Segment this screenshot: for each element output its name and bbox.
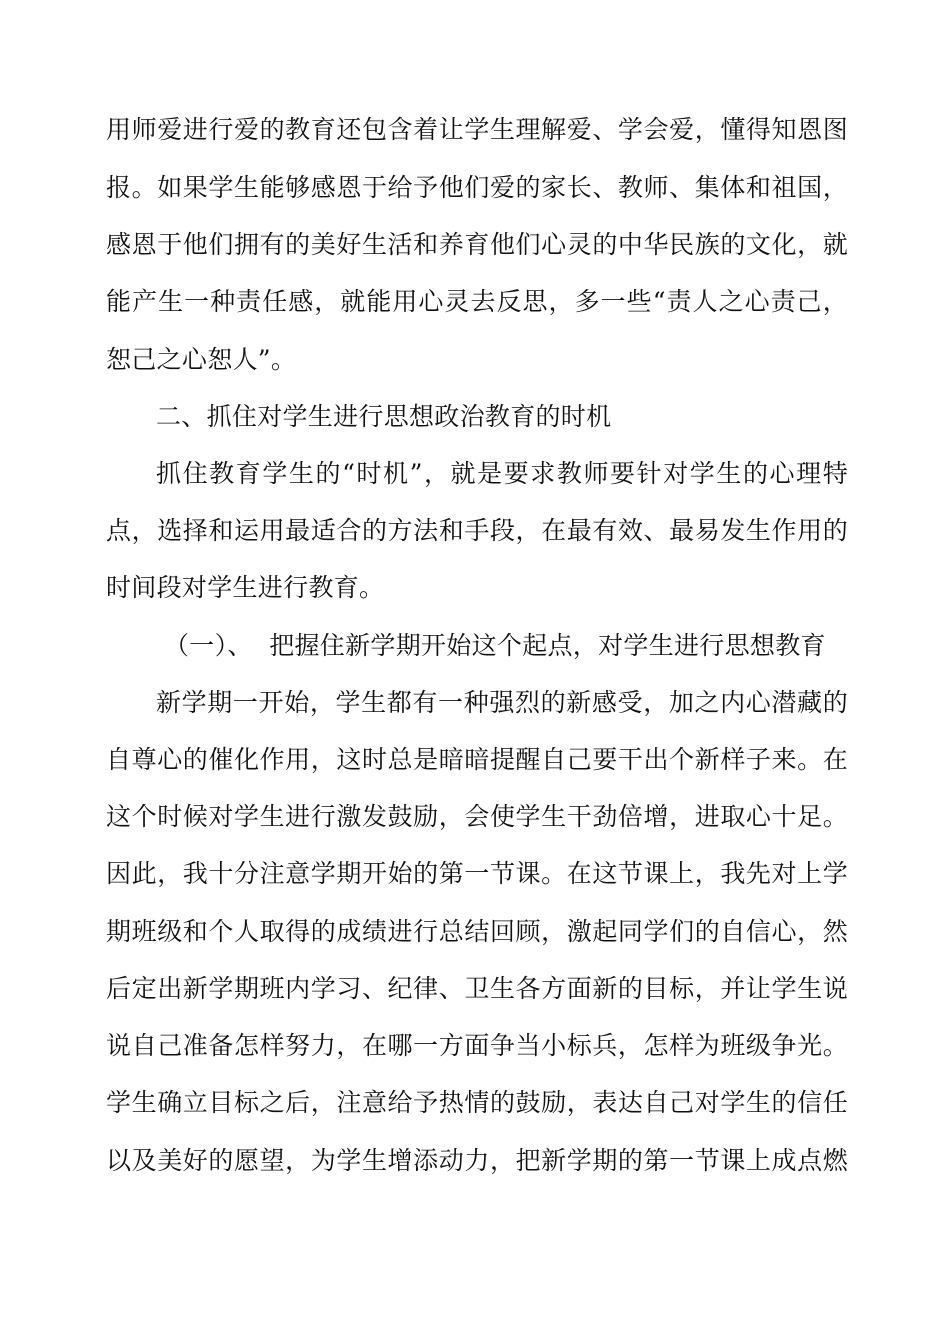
paragraph-line: 能产生一种责任感，就能用心灵去反思，多一些“责人之心责己， (106, 287, 848, 316)
paragraph-line: 以及美好的愿望，为学生增添动力，把新学期的第一节课上成点燃 (106, 1146, 848, 1175)
subsection-heading: （一）、 把握住新学期开始这个起点，对学生进行思想教育 (164, 631, 826, 660)
paragraph-line: 自尊心的催化作用，这时总是暗暗提醒自己要干出个新样子来。在 (106, 745, 848, 774)
paragraph-line: 新学期一开始，学生都有一种强烈的新感受，加之内心潜藏的 (156, 688, 848, 717)
paragraph-line: 恕己之心恕人”。 (106, 345, 297, 374)
paragraph-line: 后定出新学期班内学习、纪律、卫生各方面新的目标，并让学生说 (106, 974, 848, 1003)
paragraph-line: 抓住教育学生的“时机”，就是要求教师要针对学生的心理特 (156, 459, 848, 488)
section-heading: 二、抓住对学生进行思想政治教育的时机 (156, 402, 612, 431)
paragraph-line: 学生确立目标之后，注意给予热情的鼓励，表达自己对学生的信任 (106, 1088, 848, 1117)
paragraph-line: 这个时候对学生进行激发鼓励，会使学生干劲倍增，进取心十足。 (106, 802, 848, 831)
paragraph-line: 用师爱进行爱的教育还包含着让学生理解爱、学会爱，懂得知恩图 (106, 115, 848, 144)
paragraph-line: 因此，我十分注意学期开始的第一节课。在这节课上，我先对上学 (106, 859, 848, 888)
paragraph-line: 感恩于他们拥有的美好生活和养育他们心灵的中华民族的文化，就 (106, 230, 848, 259)
paragraph-line: 说自己准备怎样努力，在哪一方面争当小标兵，怎样为班级争光。 (106, 1031, 848, 1060)
paragraph-line: 点，选择和运用最适合的方法和手段，在最有效、最易发生作用的 (106, 516, 848, 545)
paragraph-line: 时间段对学生进行教育。 (106, 573, 385, 602)
paragraph-line: 报。如果学生能够感恩于给予他们爱的家长、教师、集体和祖国， (106, 173, 848, 202)
paragraph-line: 期班级和个人取得的成绩进行总结回顾，激起同学们的自信心，然 (106, 917, 848, 946)
